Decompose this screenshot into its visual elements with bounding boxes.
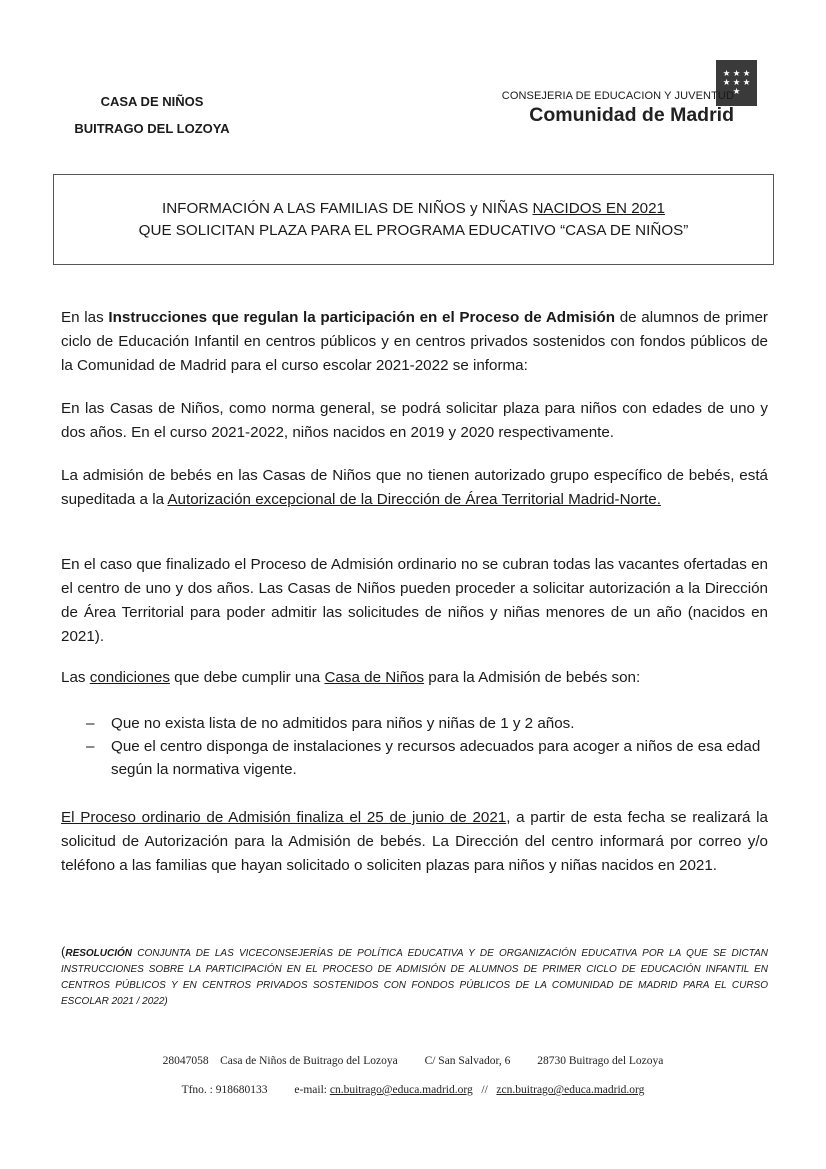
text: de alumnos de primer ciclo de Educación Infantil en centros públicos y en centros privados sostenidos con fondos públicos de la Comunidad de Madrid para el curso escolar 2021-2022 se informa: bbox=[61, 309, 768, 374]
dash-bullet: – bbox=[86, 738, 95, 755]
title-text: INFORMACIÓN A LAS FAMILIAS DE NIÑOS y NIÑAS bbox=[161, 199, 533, 217]
star-icon: ★ bbox=[732, 69, 741, 79]
list-item bbox=[86, 735, 766, 781]
list-item-text: Que no exista lista de no admitidos para niños y niñas de 1 y 2 años. bbox=[111, 715, 575, 732]
text: CONJUNTA DE LAS VICECONSEJERÍAS DE POLÍTICA EDUCATIVA Y DE ORGANIZACIÓN EDUCATIVA POR LA QUE SE DICTAN INSTRUCCIONES SOBRE LA PARTICIPACIÓN EN EL PROCESO DE ADMISIÓN DE ALUMNOS DE PRIMER CICLO DE EDUCACIÓN INFANTIL EN CENTROS PÚBLICOS Y EN CENTROS PRIVADOS SOSTENIDOS CON FONDOS PÚBLICOS DE LA COMUNIDAD DE MADRID PARA EL CURSO ESCOLAR 2021 / 2022) bbox=[61, 948, 768, 1007]
title-line-2: QUE SOLICITAN PLAZA PARA EL PROGRAMA EDUCATIVO “CASA DE NIÑOS” bbox=[138, 221, 689, 239]
center-code: 28047058 bbox=[162, 1055, 209, 1067]
school-location: BUITRAGO DEL LOZOYA bbox=[74, 121, 230, 136]
star-icon: ★ bbox=[732, 78, 741, 88]
separator: // bbox=[481, 1084, 488, 1096]
star-icon: ★ bbox=[742, 69, 751, 79]
phone-number: Tfno. : 918680133 bbox=[181, 1084, 268, 1096]
star-icon: ★ bbox=[722, 69, 731, 79]
school-name: CASA DE NIÑOS bbox=[100, 94, 204, 109]
star-icon: ★ bbox=[742, 78, 751, 88]
footer-address bbox=[0, 1055, 826, 1067]
bold-text: RESOLUCIÓN bbox=[65, 948, 133, 959]
title-underlined: NACIDOS EN 2021 bbox=[532, 199, 665, 217]
paragraph-conditions bbox=[61, 666, 768, 690]
underlined-text: Autorización excepcional de la Dirección de Área Territorial Madrid-Norte. bbox=[167, 491, 661, 508]
underlined-text: condiciones bbox=[89, 669, 170, 686]
list-item-text: Que el centro disponga de instalaciones y recursos adecuados para acoger a niños de esa edad según la normativa vigente. bbox=[111, 738, 761, 778]
text: En las bbox=[61, 309, 109, 326]
star-icon: ★ bbox=[732, 87, 741, 97]
paragraph-deadline bbox=[61, 806, 768, 878]
title-line-1 bbox=[162, 198, 665, 220]
street-address: C/ San Salvador, 6 bbox=[424, 1055, 511, 1067]
city-address: 28730 Buitrago del Lozoya bbox=[537, 1055, 664, 1067]
legal-reference-note bbox=[61, 944, 768, 1010]
paragraph-vacancies: En el caso que finalizado el Proceso de Admisión ordinario no se cubran todas las vacantes ofertadas en el centro de uno y dos años. Las Casas de Niños pueden proceder a solicitar autorización a la Dirección de Área Territorial para poder admitir las solicitudes de niños y niñas menores de un año (nacidos en 2021). bbox=[61, 556, 768, 645]
text: para la Admisión de bebés son: bbox=[424, 669, 641, 686]
email-link-1[interactable]: cn.buitrago@educa.madrid.org bbox=[329, 1084, 473, 1096]
email-label: e-mail: bbox=[294, 1084, 327, 1096]
paragraph-instructions bbox=[61, 306, 768, 378]
star-icon: ★ bbox=[722, 78, 731, 88]
conditions-list bbox=[86, 712, 766, 781]
document-title-box bbox=[53, 174, 774, 265]
underlined-text: Casa de Niños bbox=[324, 669, 425, 686]
comunidad-label: Comunidad de Madrid bbox=[529, 104, 734, 126]
center-name: Casa de Niños de Buitrago del Lozoya bbox=[220, 1055, 398, 1067]
email-link-2[interactable]: zcn.buitrago@educa.madrid.org bbox=[496, 1084, 645, 1096]
paragraph-general-rule: En las Casas de Niños, como norma general, se podrá solicitar plaza para niños con edades de uno y dos años. En el curso 2021-2022, niños nacidos en 2019 y 2020 respectivamente. bbox=[61, 400, 768, 441]
paragraph-babies-admission bbox=[61, 464, 768, 512]
bold-text: Instrucciones que regulan la participación en el Proceso de Admisión bbox=[108, 309, 616, 326]
footer-contact bbox=[0, 1084, 826, 1096]
text: Las bbox=[61, 669, 90, 686]
text: La admisión de bebés en las Casas de Niños que no tienen autorizado grupo específico de bebés, está supeditada a la bbox=[61, 467, 768, 508]
paren: ( bbox=[61, 944, 66, 959]
consejeria-label: CONSEJERIA DE EDUCACION Y JUVENTUD bbox=[501, 90, 734, 102]
underlined-text: El Proceso ordinario de Admisión finaliza el 25 de junio de 2021 bbox=[61, 809, 507, 826]
text: que debe cumplir una bbox=[169, 669, 325, 686]
text: , a partir de esta fecha se realizará la solicitud de Autorización para la Admisión de bebés. La Dirección del centro informará por correo y/o teléfono a las familias que hayan solicitado o soliciten plazas para niños y niñas nacidos en 2021. bbox=[61, 809, 768, 874]
institution-header bbox=[502, 90, 734, 127]
dash-bullet: – bbox=[86, 715, 95, 732]
list-item bbox=[86, 712, 766, 735]
school-header bbox=[52, 88, 252, 142]
